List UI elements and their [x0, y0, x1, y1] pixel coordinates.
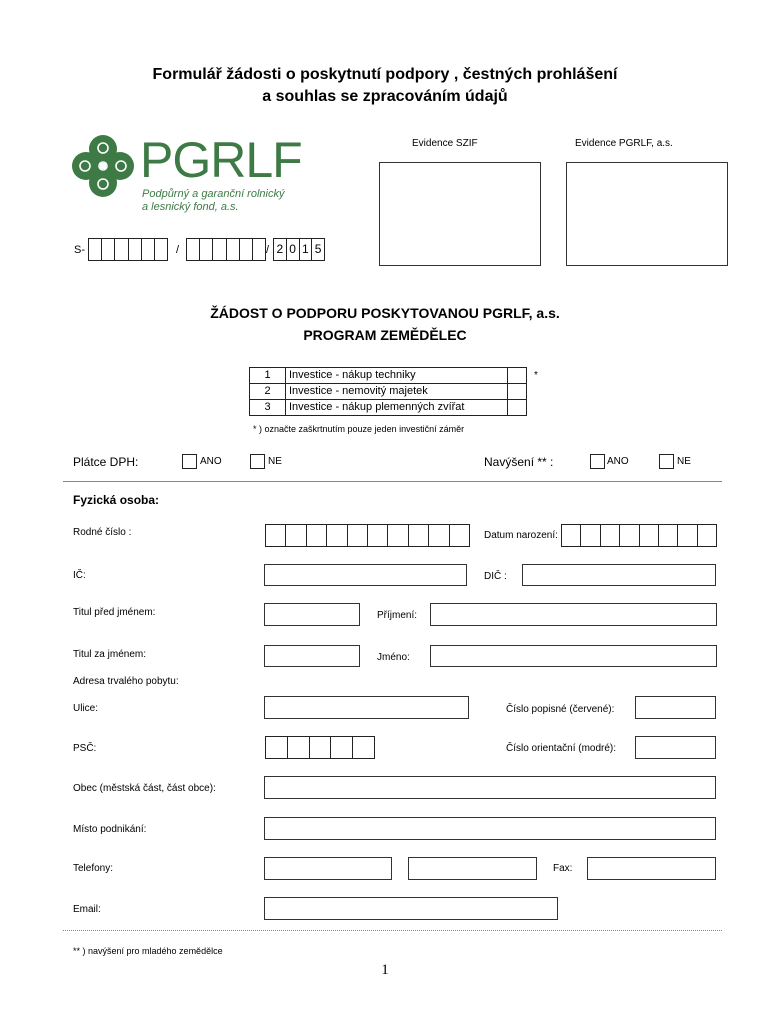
address-heading: Adresa trvalého pobytu: [73, 676, 179, 687]
evidence-szif-box [379, 162, 541, 266]
investment-asterisk: * [534, 370, 538, 381]
vat-yes-checkbox[interactable] [182, 454, 197, 469]
dic-label: DIČ : [484, 571, 507, 582]
street-input[interactable] [264, 696, 469, 719]
phone2-input[interactable] [408, 857, 537, 880]
increase-yes-label: ANO [607, 456, 629, 467]
investment-row [250, 400, 527, 416]
investment-label: Investice - nákup plemenných zvířat [286, 400, 508, 416]
investment-checkbox[interactable] [508, 368, 527, 384]
logo-wordmark: PGRLF [140, 132, 302, 188]
house-number-input[interactable] [635, 696, 716, 719]
request-heading-line1: ŽÁDOST O PODPORU POSKYTOVANOU PGRLF, a.s. [210, 305, 560, 321]
investment-label: Investice - nemovitý majetek [286, 384, 508, 400]
house-number-label: Číslo popisné (červené): [506, 704, 615, 715]
reg-year-digit: 5 [311, 239, 324, 260]
phone1-input[interactable] [264, 857, 392, 880]
form-title-line1: Formulář žádosti o poskytnutí podpory , čestných prohlášení [152, 66, 618, 83]
title-after-label: Titul za jménem: [73, 649, 146, 660]
footer-divider [63, 930, 722, 932]
logo-subtitle-line2: a lesnický fond, a.s. [142, 201, 239, 213]
investment-checkbox[interactable] [508, 384, 527, 400]
fax-label: Fax: [553, 863, 573, 874]
zip-input[interactable] [265, 736, 375, 759]
evidence-szif-label: Evidence SZIF [412, 138, 478, 149]
increase-no-checkbox[interactable] [659, 454, 674, 469]
email-label: Email: [73, 904, 101, 915]
increase-label: Navýšení ** : [484, 455, 554, 469]
birth-number-input[interactable] [265, 524, 470, 547]
clover-logo-icon [70, 133, 136, 199]
municipality-label: Obec (městská část, část obce): [73, 783, 216, 794]
increase-no-label: NE [677, 456, 691, 467]
evidence-pgrlf-box [566, 162, 728, 266]
form-title-line2: a souhlas se zpracováním údajů [262, 88, 508, 105]
fax-input[interactable] [587, 857, 716, 880]
birth-date-label: Datum narození: [484, 530, 558, 541]
business-place-label: Místo podnikání: [73, 824, 147, 835]
reg-prefix: S- [74, 244, 85, 256]
title-before-input[interactable] [264, 603, 360, 626]
surname-label: Příjmení: [377, 610, 418, 621]
reg-year-cells [273, 238, 325, 261]
ic-input[interactable] [264, 564, 467, 586]
section-divider [63, 481, 722, 482]
evidence-pgrlf-label: Evidence PGRLF, a.s. [575, 138, 673, 149]
dic-input[interactable] [522, 564, 716, 586]
increase-yes-checkbox[interactable] [590, 454, 605, 469]
reg-year-digit: 0 [286, 239, 299, 260]
investment-table [249, 367, 527, 416]
page-number: 1 [381, 962, 389, 978]
municipality-input[interactable] [264, 776, 716, 799]
business-place-input[interactable] [264, 817, 716, 840]
surname-input[interactable] [430, 603, 717, 626]
ic-label: IČ: [73, 570, 86, 581]
email-input[interactable] [264, 897, 558, 920]
investment-checkbox[interactable] [508, 400, 527, 416]
title-before-label: Titul před jménem: [73, 607, 156, 618]
vat-no-checkbox[interactable] [250, 454, 265, 469]
investment-number: 2 [250, 384, 286, 400]
birth-number-label: Rodné číslo : [73, 527, 132, 538]
street-label: Ulice: [73, 703, 99, 714]
birth-date-input[interactable] [561, 524, 717, 547]
investment-number: 3 [250, 400, 286, 416]
reg-year-digit: 1 [299, 239, 312, 260]
logo-subtitle-line1: Podpůrný a garanční rolnický [142, 188, 285, 200]
reg-year-digit: 2 [276, 242, 284, 256]
reg-number-part1[interactable] [88, 238, 168, 261]
investment-row [250, 368, 527, 384]
footer-note: ** ) navýšení pro mladého zemědělce [73, 946, 223, 956]
first-name-label: Jméno: [377, 652, 410, 663]
reg-number-part2[interactable] [186, 238, 266, 261]
vat-no-label: NE [268, 456, 282, 467]
investment-number: 1 [250, 368, 286, 384]
investment-note: * ) označte zaškrtnutím pouze jeden investiční záměr [253, 424, 465, 434]
reg-separator-1: / [176, 244, 180, 256]
first-name-input[interactable] [430, 645, 717, 667]
person-section-title: Fyzická osoba: [73, 493, 160, 507]
request-heading-line2: PROGRAM ZEMĚDĚLEC [303, 327, 467, 343]
vat-yes-label: ANO [200, 456, 222, 467]
investment-row [250, 384, 527, 400]
reg-separator-2: / [266, 244, 270, 256]
orientation-number-input[interactable] [635, 736, 716, 759]
phones-label: Telefony: [73, 863, 114, 874]
vat-label: Plátce DPH: [73, 455, 139, 469]
investment-label: Investice - nákup techniky [286, 368, 508, 384]
zip-label: PSČ: [73, 743, 97, 754]
title-after-input[interactable] [264, 645, 360, 667]
orientation-number-label: Číslo orientační (modré): [506, 743, 617, 754]
